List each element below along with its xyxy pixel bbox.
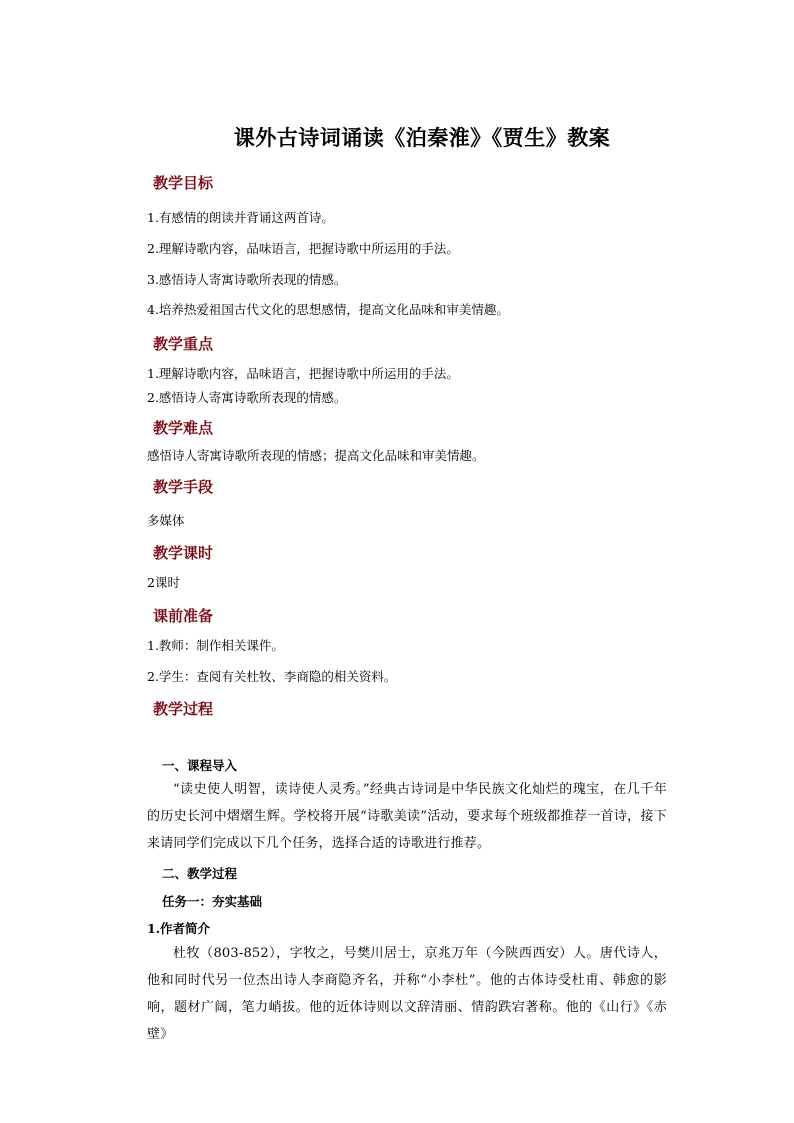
objective-item: 2.理解诗歌内容，品味语言，把握诗歌中所运用的手法。: [147, 241, 459, 256]
preparation-item: 2.学生：查阅有关杜牧、李商隐的相关资料。: [147, 669, 397, 684]
difficulties-heading: 教学难点: [153, 419, 214, 437]
key-point-item: 2.感悟诗人寄寓诗歌所表现的情感。: [147, 390, 347, 405]
process-heading: 教学过程: [153, 700, 214, 718]
objective-item: 3.感悟诗人寄寓诗歌所表现的情感。: [147, 272, 347, 287]
task1-subtitle: 任务一：夯实基础: [162, 894, 263, 909]
difficulties-text: 感悟诗人寄寓诗歌所表现的情感；提高文化品味和审美情趣。: [147, 448, 485, 463]
objectives-heading: 教学目标: [153, 174, 214, 192]
document-title: 课外古诗词诵读《泊秦淮》《贾生》教案: [233, 125, 611, 150]
hours-heading: 教学课时: [153, 544, 214, 562]
hours-text: 2课时: [147, 575, 180, 590]
objective-item: 1.有感情的朗读并背诵这两首诗。: [147, 210, 334, 225]
means-text: 多媒体: [147, 513, 185, 528]
preparation-heading: 课前准备: [153, 607, 214, 625]
author-paragraph: 杜牧（803-852），字牧之，号樊川居士，京兆万年（今陕西西安）人。唐代诗人，他和同时代另一位杰出诗人李商隐齐名，并称“小李杜”。他的古体诗受杜甫、韩愈的影响，题材广阔，笔力峭拔。他的近体诗则以文辞清丽、情韵跌宕著称。他的《山行》《赤壁》: [147, 946, 667, 1042]
objective-item: 4.培养热爱祖国古代文化的思想感情，提高文化品味和审美情趣。: [147, 302, 509, 317]
author-subtitle: 1.作者简介: [147, 921, 211, 936]
key-point-item: 1.理解诗歌内容，品味语言，把握诗歌中所运用的手法。: [147, 366, 459, 381]
intro-subtitle: 一、课程导入: [162, 758, 238, 773]
means-heading: 教学手段: [153, 478, 214, 496]
process-subtitle: 二、教学过程: [162, 866, 238, 881]
preparation-item: 1.教师：制作相关课件。: [147, 638, 284, 653]
intro-paragraph: “读史使人明智，读诗使人灵秀。”经典古诗词是中华民族文化灿烂的瑰宝，在几千年的历史长河中熠熠生辉。学校将开展“诗歌美读”活动，要求每个班级都推荐一首诗，接下来请同学们完成以下几个任务，选择合适的诗歌进行推荐。: [147, 782, 667, 851]
key-points-heading: 教学重点: [153, 335, 214, 353]
